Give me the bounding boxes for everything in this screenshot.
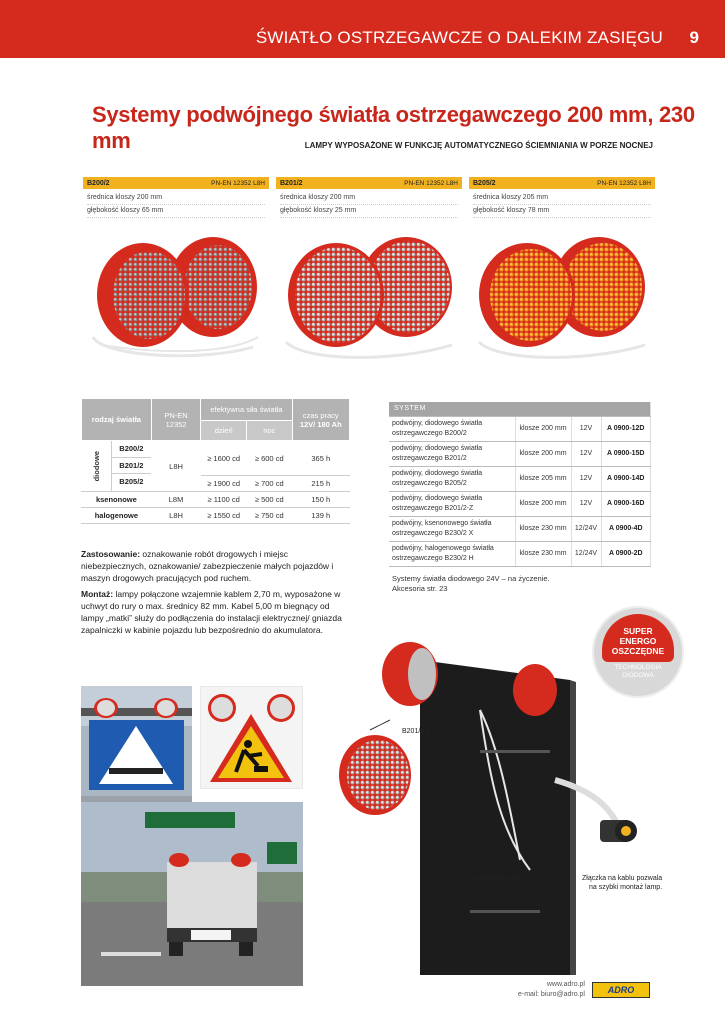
product-card-b200 bbox=[83, 177, 269, 370]
group-cell bbox=[82, 441, 152, 492]
row-code: A 0900-12D bbox=[601, 416, 651, 441]
product-spec: głębokość kloszy 25 mm bbox=[280, 205, 458, 218]
footer-web[interactable]: www.adro.pl bbox=[546, 981, 585, 988]
lamp-image-red bbox=[83, 227, 269, 367]
row-code: A 0900-2D bbox=[601, 541, 651, 566]
page-subheading: LAMPY WYPOSAŻONE W FUNKCJĘ AUTOMATYCZNEGO ŚCIEMNIANIA W PORZE NOCNEJ bbox=[304, 141, 653, 150]
note-line: Akcesoria str. 23 bbox=[392, 584, 448, 593]
lamp-image-white bbox=[276, 227, 462, 367]
badge-line: DIODOWA bbox=[622, 672, 654, 679]
description-text bbox=[81, 548, 351, 639]
magnetic-board-photo bbox=[330, 630, 670, 975]
col-header-time: czas pracy bbox=[302, 410, 339, 420]
cell: 150 h bbox=[292, 492, 349, 508]
row-desc: podwójny, diodowego światła bbox=[392, 444, 483, 452]
note-line: Systemy światła diodowego 24V – na życzenie. bbox=[392, 574, 550, 583]
label-connector bbox=[582, 874, 662, 892]
header-title: ŚWIATŁO OSTRZEGAWCZE O DALEKIM ZASIĘGU bbox=[255, 28, 663, 47]
row-desc: ostrzegawczego B230/2 H bbox=[392, 554, 474, 562]
cell: ≥ 1600 cd bbox=[201, 441, 247, 476]
row-desc: podwójny, diodowego światła bbox=[392, 419, 483, 427]
row-volt: 12V bbox=[571, 466, 601, 491]
row-lens: klosze 205 mm bbox=[515, 466, 571, 491]
row-desc: ostrzegawczego B200/2 bbox=[392, 429, 467, 437]
product-standard: PN-EN 12352 L8H bbox=[597, 179, 651, 187]
row-code: A 0900-14D bbox=[601, 466, 651, 491]
row-desc: podwójny, diodowego światła bbox=[392, 494, 483, 502]
label-power: Do zasilania 12V. bbox=[470, 875, 524, 882]
cell: ≥ 500 cd bbox=[246, 492, 292, 508]
footer-email[interactable]: e-mail: biuro@adro.pl bbox=[517, 991, 585, 998]
row-name: ksenonowe bbox=[82, 492, 152, 508]
mount-text: lampy połączone wzajemnie kablem 2,70 m, wyposażone w uchwyt do rury o max. średnicy 82 mm. Kabel 5,00 m biegnący od lampy „matki” służy do podłączenia do instalacji elektrycznej/ gniazda zapalniczki w kabinie pojazdu lub bezpośrednio do akumulatora. bbox=[81, 588, 342, 636]
light-type-table bbox=[81, 398, 350, 524]
label-connector-line: Złączka na kablu pozwala bbox=[582, 875, 663, 882]
cell: 139 h bbox=[292, 508, 349, 524]
label-connector-line: na szybki montaż lamp. bbox=[589, 884, 663, 891]
product-card-b205 bbox=[469, 177, 655, 370]
product-model: B201/2 bbox=[280, 179, 303, 187]
row-volt: 12/24V bbox=[571, 516, 601, 541]
row-name: B200/2 bbox=[112, 441, 151, 458]
cell: ≥ 1550 cd bbox=[201, 508, 247, 524]
cell: 215 h bbox=[292, 476, 349, 492]
row-lens: klosze 230 mm bbox=[515, 541, 571, 566]
product-standard: PN-EN 12352 L8H bbox=[211, 179, 265, 187]
row-desc: podwójny, diodowego światła bbox=[392, 469, 483, 477]
system-note bbox=[392, 574, 550, 594]
mount-label: Montaż: bbox=[81, 588, 114, 599]
product-spec: głębokość kloszy 65 mm bbox=[87, 205, 265, 218]
cell: ≥ 1900 cd bbox=[201, 476, 247, 492]
col-header: rodzaj światła bbox=[82, 399, 152, 441]
badge-line: ENERGO bbox=[619, 636, 657, 646]
lamp-image-amber bbox=[469, 227, 655, 367]
row-lens: klosze 230 mm bbox=[515, 516, 571, 541]
table-row bbox=[389, 516, 651, 541]
row-volt: 12V bbox=[571, 441, 601, 466]
cell: ≥ 750 cd bbox=[246, 508, 292, 524]
table-row bbox=[389, 541, 651, 566]
row-lens: klosze 200 mm bbox=[515, 441, 571, 466]
col-header: noc bbox=[246, 421, 292, 441]
row-name: B201/2 bbox=[112, 458, 151, 475]
row-desc: podwójny, halogenowego światła bbox=[392, 544, 494, 552]
product-spec: średnica kloszy 205 mm bbox=[473, 192, 651, 205]
product-model: B205/2 bbox=[473, 179, 496, 187]
row-desc: ostrzegawczego B201/2 bbox=[392, 454, 467, 462]
page-number: 9 bbox=[689, 28, 699, 47]
row-code: A 0900-4D bbox=[601, 516, 651, 541]
product-spec: średnica kloszy 200 mm bbox=[280, 192, 458, 205]
product-bar bbox=[83, 177, 269, 189]
adro-logo: ADRO bbox=[592, 982, 650, 998]
table-row bbox=[389, 491, 651, 516]
row-volt: 12V bbox=[571, 416, 601, 441]
row-name: halogenowe bbox=[82, 508, 152, 524]
badge-line: TECHNOLOGIA bbox=[614, 664, 662, 671]
table-row bbox=[389, 416, 651, 441]
col-header: PN-EN 12352 bbox=[151, 399, 201, 441]
product-spec: głębokość kloszy 78 mm bbox=[473, 205, 651, 218]
cell: L8H bbox=[151, 508, 201, 524]
cell: L8H bbox=[151, 441, 201, 492]
row-code: A 0900-16D bbox=[601, 491, 651, 516]
product-card-b201 bbox=[276, 177, 462, 370]
header-bar bbox=[0, 0, 725, 58]
col-header-time-sub: 12V/ 180 Ah bbox=[299, 419, 342, 429]
product-spec: średnica kloszy 200 mm bbox=[87, 192, 265, 205]
row-desc: podwójny, ksenonowego światła bbox=[392, 519, 492, 527]
highway-truck-photo bbox=[81, 802, 303, 986]
row-code: A 0900-15D bbox=[601, 441, 651, 466]
cell: ≥ 600 cd bbox=[246, 441, 292, 476]
col-header: efektywna siła światła bbox=[201, 399, 292, 421]
cell: ≥ 1100 cd bbox=[201, 492, 247, 508]
badge-line: SUPER bbox=[623, 626, 653, 636]
system-table bbox=[389, 402, 651, 567]
col-header: dzień bbox=[201, 421, 247, 441]
badge-line: OSZCZĘDNE bbox=[611, 646, 665, 656]
product-bar bbox=[276, 177, 462, 189]
product-bar bbox=[469, 177, 655, 189]
cell: L8M bbox=[151, 492, 201, 508]
cell: ≥ 700 cd bbox=[246, 476, 292, 492]
table-row bbox=[389, 441, 651, 466]
roadworks-sign-photo bbox=[200, 686, 303, 789]
col-header bbox=[292, 399, 349, 441]
row-volt: 12/24V bbox=[571, 541, 601, 566]
product-model: B200/2 bbox=[87, 179, 110, 187]
row-name: B205/2 bbox=[119, 477, 144, 487]
cell: 365 h bbox=[292, 441, 349, 476]
row-lens: klosze 200 mm bbox=[515, 416, 571, 441]
system-header: SYSTEM bbox=[389, 402, 651, 416]
group-label: diodowe bbox=[92, 450, 101, 482]
page-heading: Systemy podwójnego światła ostrzegawczego 200 mm, 230 mm bbox=[92, 102, 695, 153]
use-text: oznakowanie robót drogowych i miejsc niebezpiecznych, oznakowanie/ zabezpieczenie małych pojazdów i maszyn drogowych pracujących pod ruchem. bbox=[81, 549, 334, 584]
row-desc: ostrzegawczego B230/2 X bbox=[392, 529, 474, 537]
row-desc: ostrzegawczego B205/2 bbox=[392, 479, 467, 487]
label-b201z: B201/2-Z bbox=[402, 728, 431, 735]
row-desc: ostrzegawczego B201/2-Z bbox=[392, 504, 474, 512]
footer-contact bbox=[518, 980, 585, 1000]
use-label: Zastosowanie: bbox=[81, 549, 141, 559]
row-volt: 12V bbox=[571, 491, 601, 516]
row-lens: klosze 200 mm bbox=[515, 491, 571, 516]
table-row bbox=[389, 466, 651, 491]
product-standard: PN-EN 12352 L8H bbox=[404, 179, 458, 187]
